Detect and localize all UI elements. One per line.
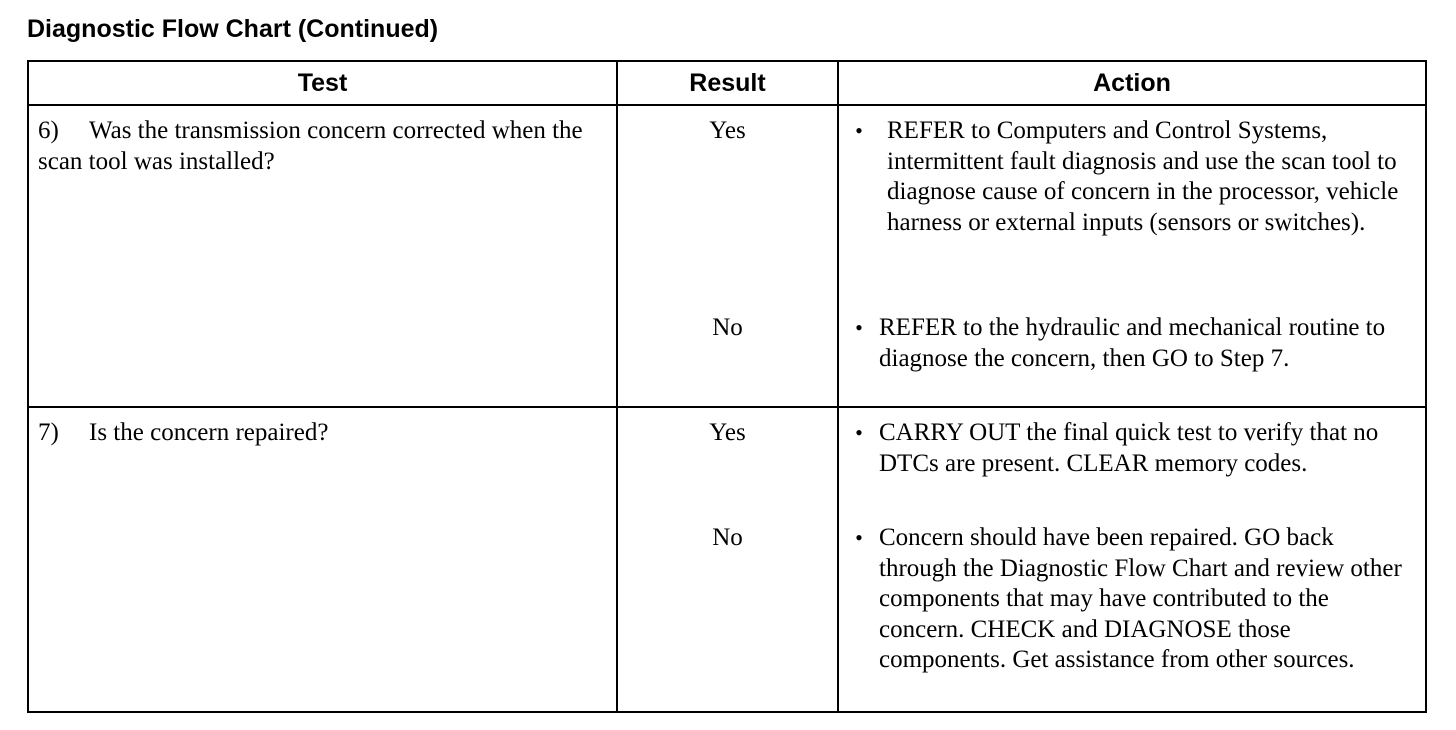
- table-row: [28, 407, 1426, 712]
- action-text: REFER to the hydraulic and mechanical routine to diagnose the concern, then GO to Step 7.: [879, 314, 1386, 372]
- result-yes: Yes: [709, 117, 746, 144]
- result-cell: [617, 105, 838, 407]
- result-no: No: [712, 524, 743, 551]
- column-header-action: Action: [838, 61, 1426, 105]
- action-item: [839, 523, 1425, 676]
- action-item: [839, 418, 1425, 479]
- result-no: No: [712, 314, 743, 341]
- test-question: Is the concern repaired?: [89, 419, 329, 446]
- bullet-icon: •: [855, 118, 863, 143]
- bullet-icon: •: [855, 420, 863, 445]
- bullet-icon: •: [855, 525, 863, 550]
- table-header-row: [28, 61, 1426, 105]
- result-cell: [617, 407, 838, 712]
- page-title: Diagnostic Flow Chart (Continued): [27, 15, 439, 43]
- action-cell: [838, 407, 1426, 712]
- table-row: [28, 105, 1426, 407]
- bullet-icon: •: [855, 315, 863, 340]
- action-text: CARRY OUT the final quick test to verify that no DTCs are present. CLEAR memory codes.: [879, 419, 1379, 477]
- test-cell: [28, 105, 617, 407]
- test-question: Was the transmission concern corrected when the scan tool was installed?: [38, 117, 583, 175]
- column-header-result: Result: [617, 61, 838, 105]
- result-yes: Yes: [709, 419, 746, 446]
- test-cell: [28, 407, 617, 712]
- action-text: REFER to Computers and Control Systems, intermittent fault diagnosis and use the scan tool to diagnose cause of concern in the processor, vehicle harness or external inputs (sensors or switches).: [887, 117, 1399, 236]
- diagnostic-flow-table: [27, 60, 1427, 713]
- action-text: Concern should have been repaired. GO back through the Diagnostic Flow Chart and review other components that may have contributed to the concern. CHECK and DIAGNOSE those components. Get assistance from other sources.: [879, 524, 1402, 673]
- action-item: [839, 116, 1425, 238]
- step-number: 6): [38, 117, 59, 144]
- action-item: [839, 313, 1425, 374]
- column-header-test: Test: [28, 61, 617, 105]
- action-cell: [838, 105, 1426, 407]
- step-number: 7): [38, 419, 59, 446]
